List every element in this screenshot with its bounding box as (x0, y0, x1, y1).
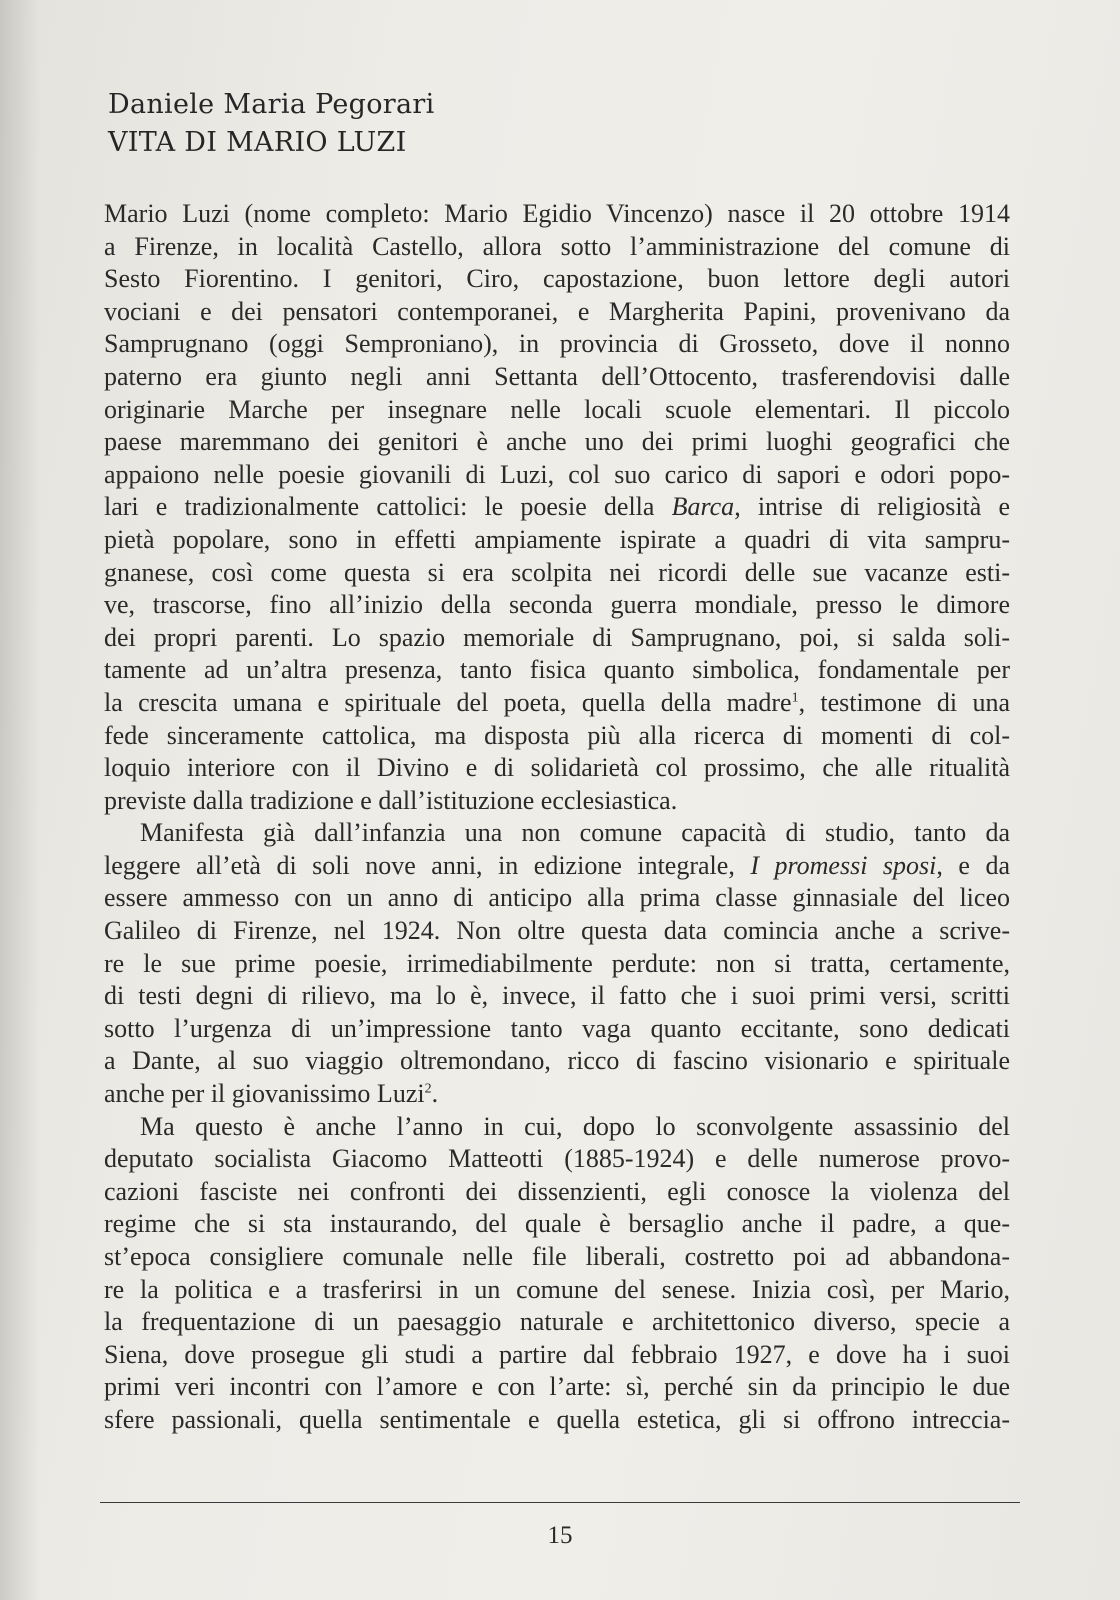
text-segment: , e da (936, 850, 1010, 880)
text-line-content: re la politica e a trasferirsi in un comune del senese. Inizia così, per Mario, (104, 1274, 1010, 1304)
text-line-content: essere ammesso con un anno di anticipo alla prima classe ginnasiale del liceo (104, 883, 1010, 913)
text-line-content: loquio interiore con il Divino e di solidarietà col prossimo, che alle ritualità (104, 753, 1010, 783)
chapter-header (108, 86, 435, 162)
page-number: 15 (547, 1522, 573, 1549)
text-line (104, 1176, 1010, 1209)
text-line (104, 1078, 1010, 1111)
text-line-content: dei propri parenti. Lo spazio memoriale di Samprugnano, poi, si salda soli- (104, 622, 1010, 652)
text-line (104, 882, 1010, 915)
text-line (104, 850, 1010, 883)
body-text (104, 198, 1010, 1437)
text-line-content: regime che si sta instaurando, del quale è bersaglio anche il padre, a que- (104, 1209, 1010, 1239)
text-line-content: gnanese, così come questa si era scolpita nei ricordi delle sue vacanze esti- (104, 557, 1010, 587)
text-segment: la crescita umana e spirituale del poeta, quella della madre (104, 687, 792, 717)
text-line (104, 394, 1010, 427)
text-line (104, 361, 1010, 394)
footnote-marker: 2 (424, 1081, 432, 1097)
text-line (104, 328, 1010, 361)
text-line-content: a Firenze, in località Castello, allora sotto l’amministrazione del comune di (104, 231, 1010, 261)
text-line-content: la frequentazione di un paesaggio naturale e architettonico diverso, specie a (104, 1307, 1010, 1337)
italic-title: I promessi sposi (750, 850, 937, 880)
text-segment: , intrise di religiosità e (734, 492, 1011, 522)
chapter-title: VITA DI MARIO LUZI (108, 127, 407, 158)
text-line (104, 687, 1010, 720)
text-line-content: paese maremmano dei genitori è anche uno dei primi luoghi geografici che (104, 427, 1010, 457)
text-line (104, 198, 1010, 231)
text-line (104, 459, 1010, 492)
italic-title: Barca (671, 492, 735, 522)
text-line-content: originarie Marche per insegnare nelle locali scuole elementari. Il piccolo (104, 394, 1010, 424)
text-segment: leggere all’età di soli nove anni, in edizione integrale, (104, 850, 751, 880)
text-line-content: di testi degni di rilievo, ma lo è, invece, il fatto che i suoi primi versi, scritti (104, 981, 1010, 1011)
text-line (104, 785, 1010, 818)
text-line (104, 1208, 1010, 1241)
text-line-content: cazioni fasciste nei confronti dei dissenzienti, egli conosce la violenza del (104, 1176, 1010, 1206)
text-line (104, 654, 1010, 687)
text-line-content: vociani e dei pensatori contemporanei, e Margherita Papini, provenivano da (104, 296, 1010, 326)
text-line (104, 1339, 1010, 1372)
text-line (104, 1404, 1010, 1437)
text-line (104, 1241, 1010, 1274)
text-line-content: tamente ad un’altra presenza, tanto fisica quanto simbolica, fondamentale per (104, 655, 1010, 685)
text-line (104, 1143, 1010, 1176)
text-line-content: previste dalla tradizione e dall’istituzione ecclesiastica. (104, 785, 678, 815)
text-line (104, 720, 1010, 753)
footnote-marker: 1 (791, 690, 799, 706)
text-line-content: Siena, dove prosegue gli studi a partire dal febbraio 1927, e dove ha i suoi (104, 1339, 1010, 1369)
text-segment: lari e tradizionalmente cattolici: le poesie della (104, 492, 672, 522)
text-line-content: sotto l’urgenza di un’impressione tanto vaga quanto eccitante, sono dedicati (104, 1013, 1010, 1043)
text-line (104, 1013, 1010, 1046)
text-line-content: Samprugnano (oggi Semproniano), in provincia di Grosseto, dove il nonno (104, 329, 1010, 359)
text-line (104, 426, 1010, 459)
text-line (104, 817, 1010, 850)
text-line-content: Manifesta già dall’infanzia una non comune capacità di studio, tanto da (140, 818, 1010, 848)
text-line (104, 557, 1010, 590)
text-line (104, 915, 1010, 948)
text-line-content: Ma questo è anche l’anno in cui, dopo lo sconvolgente assassinio del (140, 1111, 1010, 1141)
text-line (104, 1306, 1010, 1339)
text-line (104, 1111, 1010, 1144)
text-line-content: appaiono nelle poesie giovanili di Luzi, col suo carico di sapori e odori popo- (104, 459, 1010, 489)
footer-rule (100, 1502, 1020, 1503)
text-line (104, 622, 1010, 655)
text-line-content: Galileo di Firenze, nel 1924. Non oltre questa data comincia anche a scrive- (104, 916, 1010, 946)
text-line (104, 1045, 1010, 1078)
text-segment: . (431, 1079, 439, 1109)
author-name: Daniele Maria Pegorari (108, 89, 435, 120)
page-gutter-shadow (0, 0, 40, 1600)
text-line-content: re le sue prime poesie, irrimediabilmente perdute: non si tratta, certamente, (104, 948, 1010, 978)
text-line (104, 296, 1010, 329)
text-line (104, 524, 1010, 557)
text-line (104, 263, 1010, 296)
text-line-content: ve, trascorse, fino all’inizio della seconda guerra mondiale, presso le dimore (104, 590, 1010, 620)
text-segment: anche per il giovanissimo Luzi (104, 1079, 425, 1109)
text-line (104, 752, 1010, 785)
text-line-content: primi veri incontri con l’amore e con l’arte: sì, perché sin da principio le due (104, 1372, 1010, 1402)
text-line-content: a Dante, al suo viaggio oltremondano, ricco di fascino visionario e spirituale (104, 1046, 1010, 1076)
text-line-content: fede sinceramente cattolica, ma disposta più alla ricerca di momenti di col- (104, 720, 1010, 750)
text-line (104, 231, 1010, 264)
text-line-content: deputato socialista Giacomo Matteotti (1885-1924) e delle numerose provo- (104, 1144, 1010, 1174)
text-line (104, 1274, 1010, 1307)
text-line-content: Mario Luzi (nome completo: Mario Egidio Vincenzo) nasce il 20 ottobre 1914 (104, 199, 1010, 228)
text-line (104, 491, 1010, 524)
text-line (104, 980, 1010, 1013)
text-line-content: paterno era giunto negli anni Settanta dell’Ottocento, trasferendovisi dalle (104, 361, 1010, 391)
text-line (104, 948, 1010, 981)
text-line (104, 1371, 1010, 1404)
text-line-content: st’epoca consigliere comunale nelle file liberali, costretto poi ad abbandona- (104, 1242, 1010, 1271)
text-line-content: Sesto Fiorentino. I genitori, Ciro, capostazione, buon lettore degli autori (104, 264, 1010, 294)
text-line-content: pietà popolare, sono in effetti ampiamente ispirate a quadri di vita sampru- (104, 524, 1010, 554)
text-segment: , testimone di una (798, 687, 1010, 717)
text-line (104, 589, 1010, 622)
text-line-content: sfere passionali, quella sentimentale e quella estetica, gli si offrono intreccia- (104, 1404, 1010, 1434)
